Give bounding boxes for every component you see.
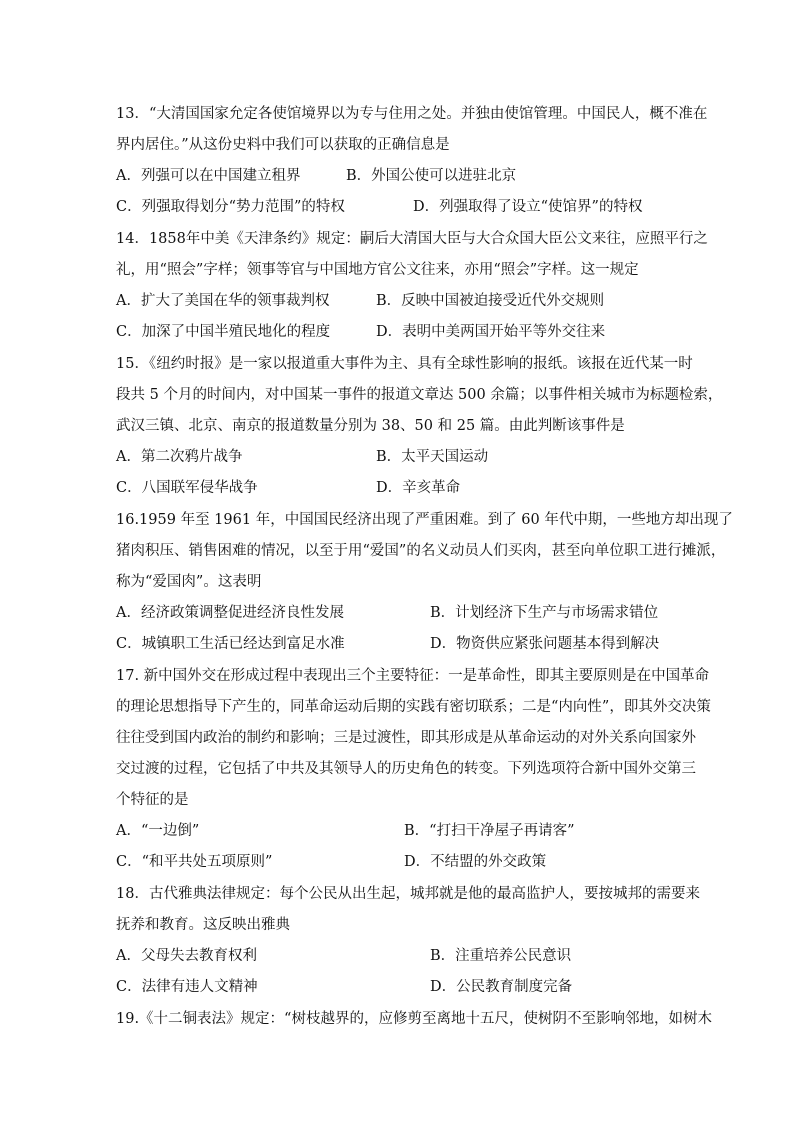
q16-stem-line-1: 16.1959 年至 1961 年，中国国民经济出现了严重困难。到了 60 年代中期，一些地方却出现了 [116, 512, 733, 528]
q17-stem-line-5: 个特征的是 [116, 792, 189, 808]
q15-option-b: B．太平天国运动 [376, 449, 489, 465]
q18-option-a: A．父母失去教育权利 [116, 948, 257, 964]
q16-option-a: A．经济政策调整促进经济良性发展 [116, 605, 344, 621]
q15-option-c: C．八国联军侵华战争 [116, 480, 258, 496]
q16-option-b: B．计划经济下生产与市场需求错位 [430, 605, 659, 621]
q16-stem-line-3: 称为“爱国肉”。这表明 [116, 574, 262, 590]
q18-option-d: D．公民教育制度完备 [430, 979, 573, 995]
q15-stem-line-3: 武汉三镇、北京、南京的报道数量分别为 38、50 和 25 篇。由此判断该事件是 [116, 418, 625, 434]
q13-option-d: D．列强取得了设立“使馆界”的特权 [413, 199, 643, 215]
q15-stem-line-2: 段共 5 个月的时间内，对中国某一事件的报道文章达 500 余篇；以事件相关城市为标题检索， [116, 387, 723, 403]
q13-stem-line-1: 13．“大清国国家允定各使馆境界以为专与住用之处。并独由使馆管理。中国民人，概不准在 [116, 106, 708, 122]
q18-option-c: C．法律有违人文精神 [116, 979, 258, 995]
q17-stem-line-3: 往往受到国内政治的制约和影响；三是过渡性，即其形成是从革命运动的对外关系向国家外 [116, 730, 696, 746]
q13-stem-line-2: 界内居住。”从这份史料中我们可以获取的正确信息是 [116, 137, 450, 153]
q14-stem-line-2: 礼，用“照会”字样；领事等官与中国地方官公文往来，亦用“照会”字样。这一规定 [116, 262, 639, 278]
q13-option-b: B．外国公使可以进驻北京 [346, 168, 517, 184]
q13-option-c: C．列强取得划分“势力范围”的特权 [116, 199, 345, 215]
q14-option-a: A．扩大了美国在华的领事裁判权 [116, 293, 330, 309]
q15-stem-line-1: 15．《纽约时报》是一家以报道重大事件为主、具有全球性影响的报纸。该报在近代某一时 [116, 356, 693, 372]
q16-option-c: C．城镇职工生活已经达到富足水准 [116, 636, 345, 652]
q14-option-b: B．反映中国被迫接受近代外交规则 [376, 293, 605, 309]
q18-stem-line-2: 抚养和教育。这反映出雅典 [116, 917, 290, 933]
q17-option-a: A．“一边倒” [116, 823, 200, 839]
q16-option-d: D．物资供应紧张问题基本得到解决 [430, 636, 660, 652]
q17-stem-line-4: 交过渡的过程，它包括了中共及其领导人的历史角色的转变。下列选项符合新中国外交第三 [116, 761, 696, 777]
q16-stem-line-2: 猪肉积压、销售困难的情况，以至于用“爱国”的名义动员人们买肉，甚至向单位职工进行摊派， [116, 543, 726, 559]
q13-option-a: A．列强可以在中国建立租界 [116, 168, 301, 184]
q17-option-d: D．不结盟的外交政策 [404, 854, 547, 870]
q15-option-d: D．辛亥革命 [376, 480, 461, 496]
q19-stem-line-1: 19.《十二铜表法》规定：“树枝越界的，应修剪至离地十五尺，使树阴不至影响邻地，如树木 [116, 1011, 712, 1027]
q17-stem-line-1: 17. 新中国外交在形成过程中表现出三个主要特征：一是革命性，即其主要原则是在中国革命 [116, 668, 710, 684]
q14-stem-line-1: 14．1858年中美《天津条约》规定：嗣后大清国大臣与大合众国大臣公文来往，应照平行之 [116, 231, 708, 247]
q17-option-c: C．“和平共处五项原则” [116, 854, 273, 870]
q18-stem-line-1: 18．古代雅典法律规定：每个公民从出生起，城邦就是他的最高监护人，要按城邦的需要来 [116, 886, 700, 902]
q14-option-c: C．加深了中国半殖民地化的程度 [116, 324, 331, 340]
q17-option-b: B．“打扫干净屋子再请客” [404, 823, 575, 839]
q14-option-d: D．表明中美两国开始平等外交往来 [376, 324, 606, 340]
q18-option-b: B．注重培养公民意识 [430, 948, 572, 964]
q17-stem-line-2: 的理论思想指导下产生的，同革命运动后期的实践有密切联系；二是“内向性”，即其外交决策 [116, 699, 711, 715]
q15-option-a: A．第二次鸦片战争 [116, 449, 243, 465]
